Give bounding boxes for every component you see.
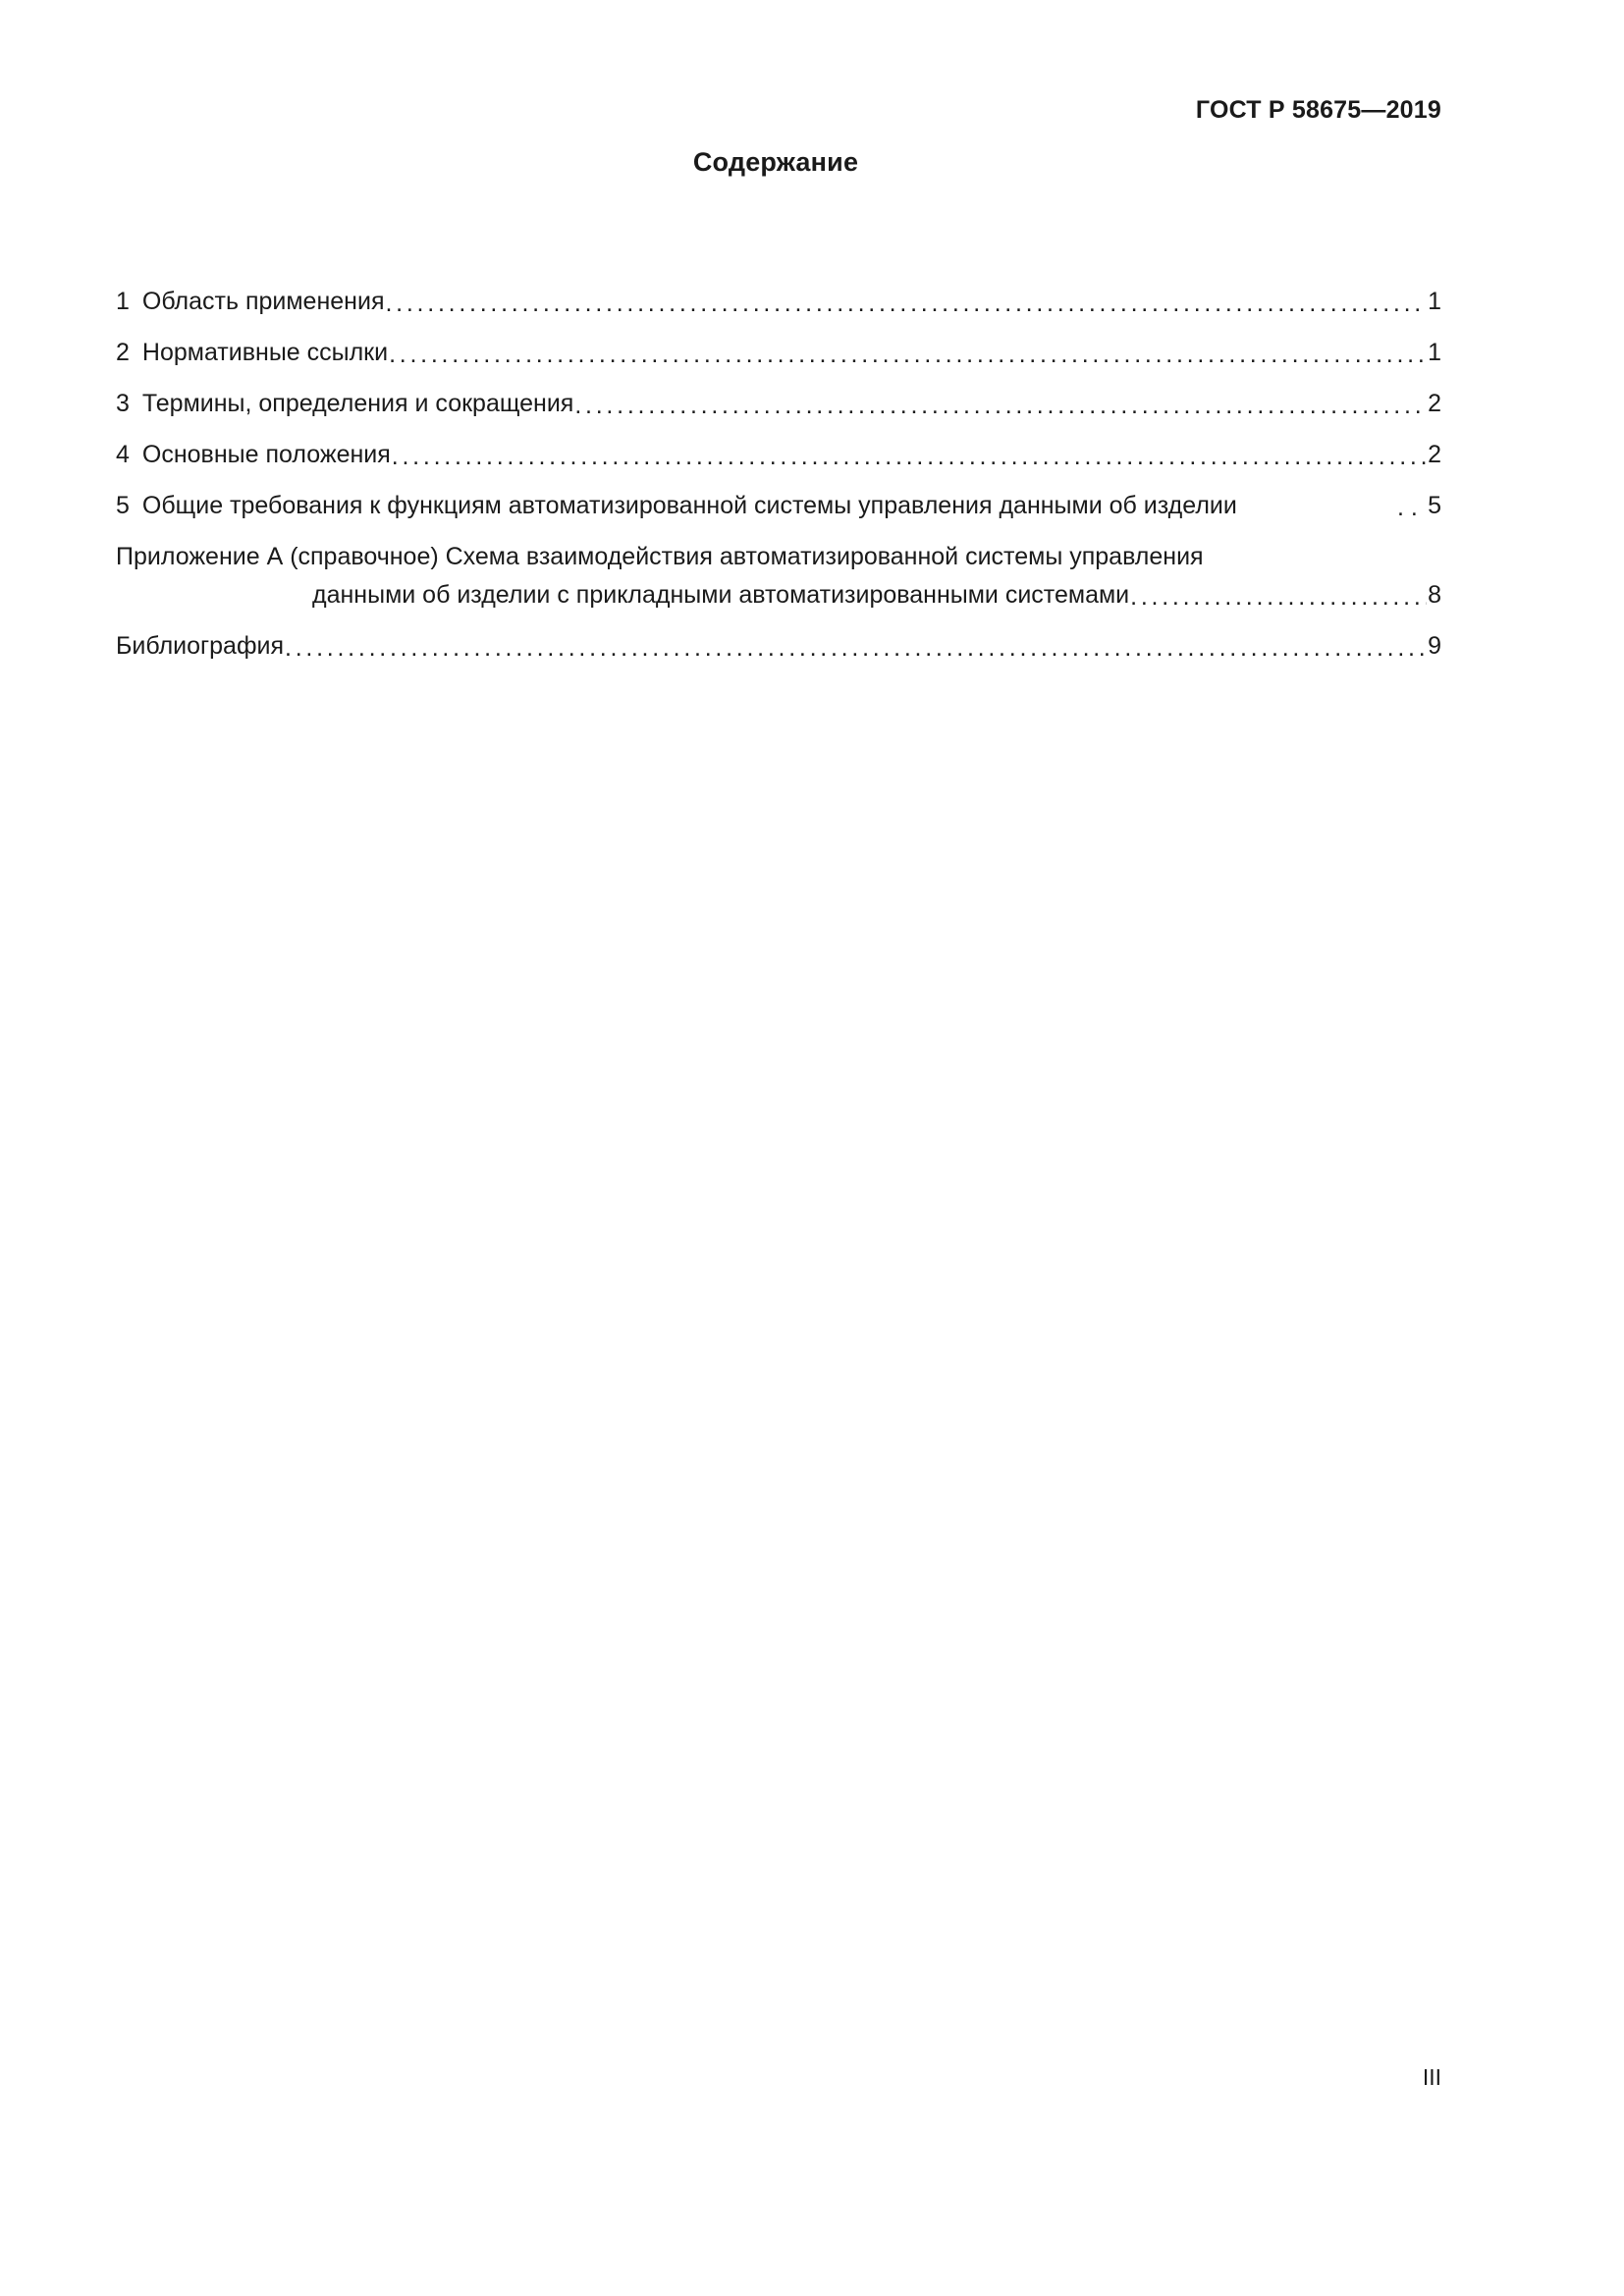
dot-leader	[392, 444, 1427, 469]
toc-appendix-label-line2: данными об изделии с прикладными автоматизированными системами	[312, 581, 1130, 609]
dot-leader	[285, 635, 1427, 661]
toc-entry-page: 1	[1428, 339, 1441, 366]
toc-entry-5[interactable]	[116, 491, 1441, 520]
toc-entry-page: 2	[1428, 441, 1441, 468]
page-folio: III	[1422, 2064, 1441, 2090]
page-title: Содержание	[692, 147, 859, 177]
toc-entry-number: 4	[116, 441, 130, 468]
toc-entry-number: 3	[116, 390, 130, 417]
toc-entry-page: 5	[1428, 492, 1441, 519]
toc-entry-label: Термины, определения и сокращения	[141, 390, 574, 417]
dot-leader	[385, 291, 1427, 316]
toc-entry-label: Основные положения	[141, 441, 391, 468]
toc-entry-number: 5	[116, 492, 130, 519]
toc-entry-1[interactable]	[116, 287, 1441, 316]
toc-entry-appendix-a[interactable]	[116, 542, 1441, 610]
standard-number-header: ГОСТ Р 58675—2019	[1195, 96, 1441, 124]
toc-entry-3[interactable]	[116, 389, 1441, 418]
dot-leader	[1130, 584, 1427, 610]
toc-entry-number: 1	[116, 288, 130, 315]
toc-entry-page: 1	[1428, 288, 1441, 315]
toc-entry-page: 8	[1428, 581, 1441, 609]
toc-entry-2[interactable]	[116, 338, 1441, 367]
toc-entry-4[interactable]	[116, 440, 1441, 469]
table-of-contents	[116, 287, 1441, 682]
toc-entry-label: Общие требования к функциям автоматизированной системы управления данными об изделии	[141, 492, 1237, 519]
toc-entry-label: Библиография	[116, 632, 285, 660]
toc-entry-label: Нормативные ссылки	[141, 339, 389, 366]
dot-leader	[1397, 495, 1427, 520]
toc-entry-bibliography[interactable]	[116, 631, 1441, 661]
toc-entry-label: Область применения	[141, 288, 385, 315]
dot-leader	[574, 393, 1427, 418]
toc-entry-number: 2	[116, 339, 130, 366]
toc-appendix-label-line1: Приложение А (справочное) Схема взаимодействия автоматизированной системы управления	[116, 543, 1204, 570]
toc-entry-page: 2	[1428, 390, 1441, 417]
dot-leader	[389, 342, 1427, 367]
toc-entry-page: 9	[1428, 632, 1441, 660]
